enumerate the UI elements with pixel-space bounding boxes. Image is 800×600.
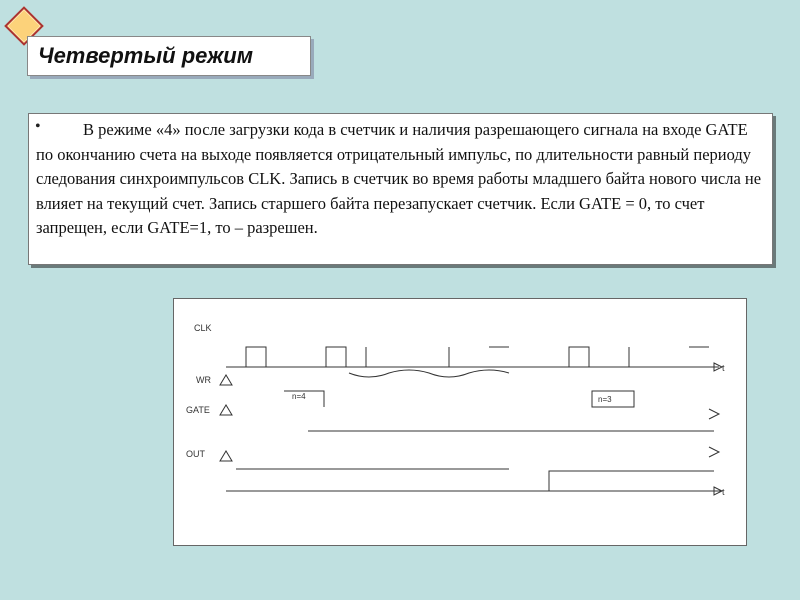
gate-label: GATE xyxy=(186,405,210,415)
gate-end-arrow xyxy=(709,409,719,419)
timing-diagram xyxy=(173,298,747,546)
clk-waveform xyxy=(226,347,709,367)
out-line-2 xyxy=(549,471,714,491)
mode-description: В режиме «4» после загрузки кода в счетчик и наличия разрешающего сигнала на входе GATE по окончанию счета на выходе появляется отрицательный импульс, по длительности равный периоду следования синхроимпульсов CLK. Запись в счетчик во время работы младшего байта нового числа не влияет на текущий счет. Запись старшего байта перезапускает счетчик. Если GATE = 0, то счет запрещен, если GATE=1, то – разрешен. xyxy=(36,120,762,237)
count-annotation-n4: n=4 xyxy=(292,392,306,401)
out-label: OUT xyxy=(186,449,205,459)
out-triangle-icon xyxy=(220,451,232,461)
wr-triangle-icon xyxy=(220,375,232,385)
wr-label: WR xyxy=(196,375,211,385)
timing-diagram-svg xyxy=(174,299,748,547)
text-box xyxy=(28,113,773,265)
bullet-icon: • xyxy=(35,118,41,135)
gate-triangle-icon xyxy=(220,405,232,415)
clk-label: CLK xyxy=(194,323,212,333)
count-annotation-n3: n=3 xyxy=(598,395,612,404)
title-box xyxy=(27,36,311,76)
out-end-arrow xyxy=(709,447,719,457)
bottom-time-label: t xyxy=(722,487,725,497)
clk-time-label: t xyxy=(722,363,725,373)
page-title: Четвертый режим xyxy=(38,43,253,68)
wr-wavy-line xyxy=(349,370,509,377)
